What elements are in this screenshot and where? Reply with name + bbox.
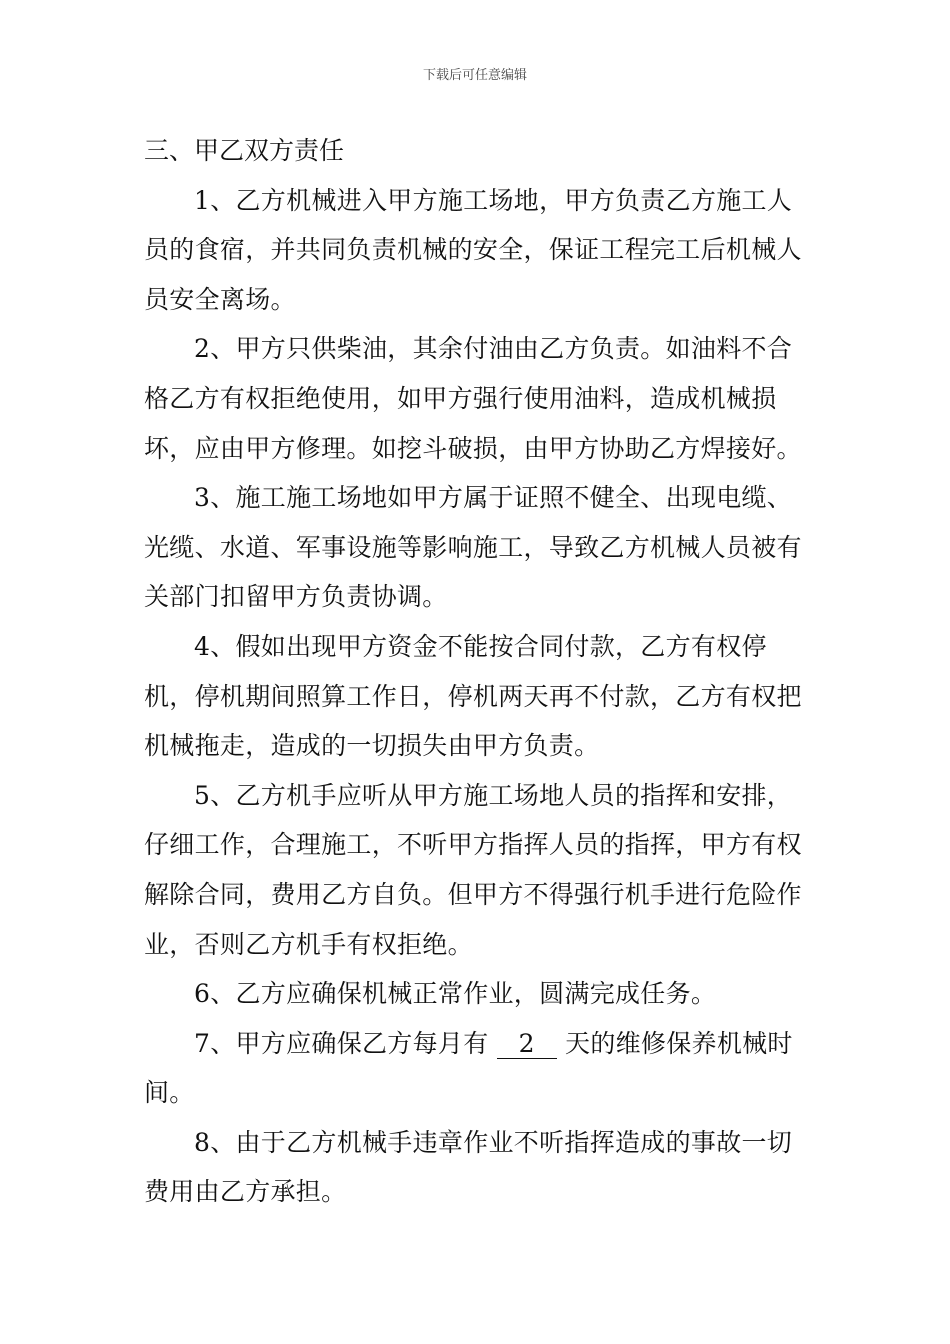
clause-4: 4、假如出现甲方资金不能按合同付款，乙方有权停机，停机期间照算工作日，停机两天再不付款，乙方有权把机械拖走，造成的一切损失由甲方负责。	[144, 631, 802, 761]
clause-7	[144, 1019, 812, 1118]
clause-7-after: 天的维修保养机械时间。	[144, 1028, 793, 1108]
clause-6: 6、乙方应确保机械正常作业，圆满完成任务。	[194, 979, 717, 1009]
clause-2: 2、甲方只供柴油，其余付油由乙方负责。如油料不合格乙方有权拒绝使用，如甲方强行使用油料，造成机械损坏，应由甲方修理。如挖斗破损，由甲方协助乙方焊接好。	[144, 334, 802, 463]
page-header: 下载后可任意编辑	[422, 68, 527, 83]
clause-8: 8、由于乙方机械手违章作业不听指挥造成的事故一切费用由乙方承担。	[144, 1127, 793, 1207]
clause-3: 3、施工施工场地如甲方属于证照不健全、出现电缆、光缆、水道、军事设施等影响施工，导致乙方机械人员被有关部门扣留甲方负责协调。	[144, 483, 802, 612]
document-body	[144, 126, 812, 1217]
clause-1: 1、乙方机械进入甲方施工场地，甲方负责乙方施工人员的食宿，并共同负责机械的安全，保证工程完工后机械人员安全离场。	[144, 185, 802, 314]
maintenance-days-blank: 2	[497, 1030, 557, 1059]
section-title: 三、甲乙双方责任	[144, 136, 345, 165]
clause-7-before: 7、甲方应确保乙方每月有	[194, 1028, 489, 1058]
clause-5: 5、乙方机手应听从甲方施工场地人员的指挥和安排，仔细工作，合理施工，不听甲方指挥人员的指挥，甲方有权解除合同，费用乙方自负。但甲方不得强行机手进行危险作业，否则乙方机手有权拒绝。	[144, 780, 802, 959]
